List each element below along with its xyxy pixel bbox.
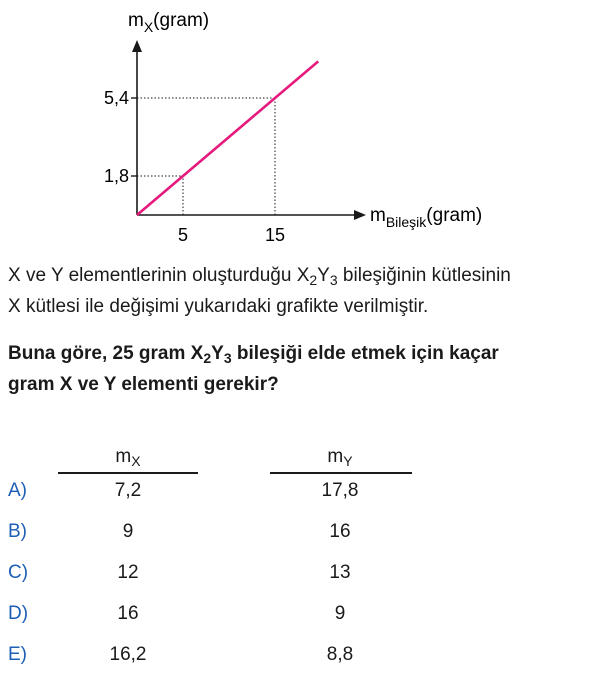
x-axis-label-unit: (gram)	[426, 205, 483, 226]
x-axis-label-main: m	[370, 205, 386, 226]
option-my-value: 9	[334, 603, 346, 624]
stem-line-2: X kütlesi ile değişimi yukarıdaki grafikte verilmiştir.	[8, 296, 429, 317]
y-axis-label-sub: X	[143, 19, 154, 35]
option-mx-value: 9	[122, 521, 134, 542]
question-line-1: Buna göre, 25 gram $X_2Y_3$ bileşiği elde etmek için kaçar	[8, 343, 499, 366]
column-header-my: $m_Y$	[327, 446, 353, 469]
x-axis-label	[370, 205, 482, 230]
column-header-mx: $m_X$	[115, 446, 141, 469]
option-mx-value: 16	[117, 603, 139, 624]
option-letter: E)	[8, 644, 27, 665]
option-letter: B)	[8, 521, 27, 542]
y-axis-arrow	[132, 40, 142, 52]
option-mx-value: 16,2	[109, 644, 147, 665]
question-line-2: gram X ve Y elementi gerekir?	[8, 374, 279, 395]
option-letter: D)	[8, 603, 29, 624]
option-row[interactable]	[0, 480, 605, 510]
option-my-value: 13	[329, 562, 351, 583]
stem-line-1: X ve Y elementlerinin oluşturduğu $X_2Y_3$ bileşiğinin kütlesinin	[8, 265, 511, 288]
y-axis-label-main: m	[128, 10, 144, 31]
y-axis-label-unit: (gram)	[153, 10, 210, 31]
series-line	[137, 61, 318, 215]
mass-graph	[0, 0, 605, 250]
option-row[interactable]	[0, 603, 605, 633]
y-tick-label-1.8: 1,8	[103, 166, 129, 186]
option-mx-value: 12	[117, 562, 139, 583]
x-tick-label-5: 5	[177, 225, 189, 245]
y-axis-label	[128, 10, 209, 35]
x-axis-label-sub: Bileşik	[385, 214, 427, 230]
option-my-value: 16	[329, 521, 351, 542]
option-row[interactable]	[0, 644, 605, 674]
option-my-value: 8,8	[326, 644, 354, 665]
option-my-value: 17,8	[321, 480, 359, 501]
option-row[interactable]	[0, 521, 605, 551]
option-letter: A)	[8, 480, 27, 501]
option-mx-value: 7,2	[114, 480, 142, 501]
column-underline-mx	[58, 472, 198, 474]
option-letter: C)	[8, 562, 29, 583]
x-axis-arrow	[354, 210, 366, 220]
x-tick-label-15: 15	[264, 225, 286, 245]
y-tick-label-5.4: 5,4	[103, 88, 129, 108]
column-underline-my	[270, 472, 412, 474]
option-row[interactable]	[0, 562, 605, 592]
